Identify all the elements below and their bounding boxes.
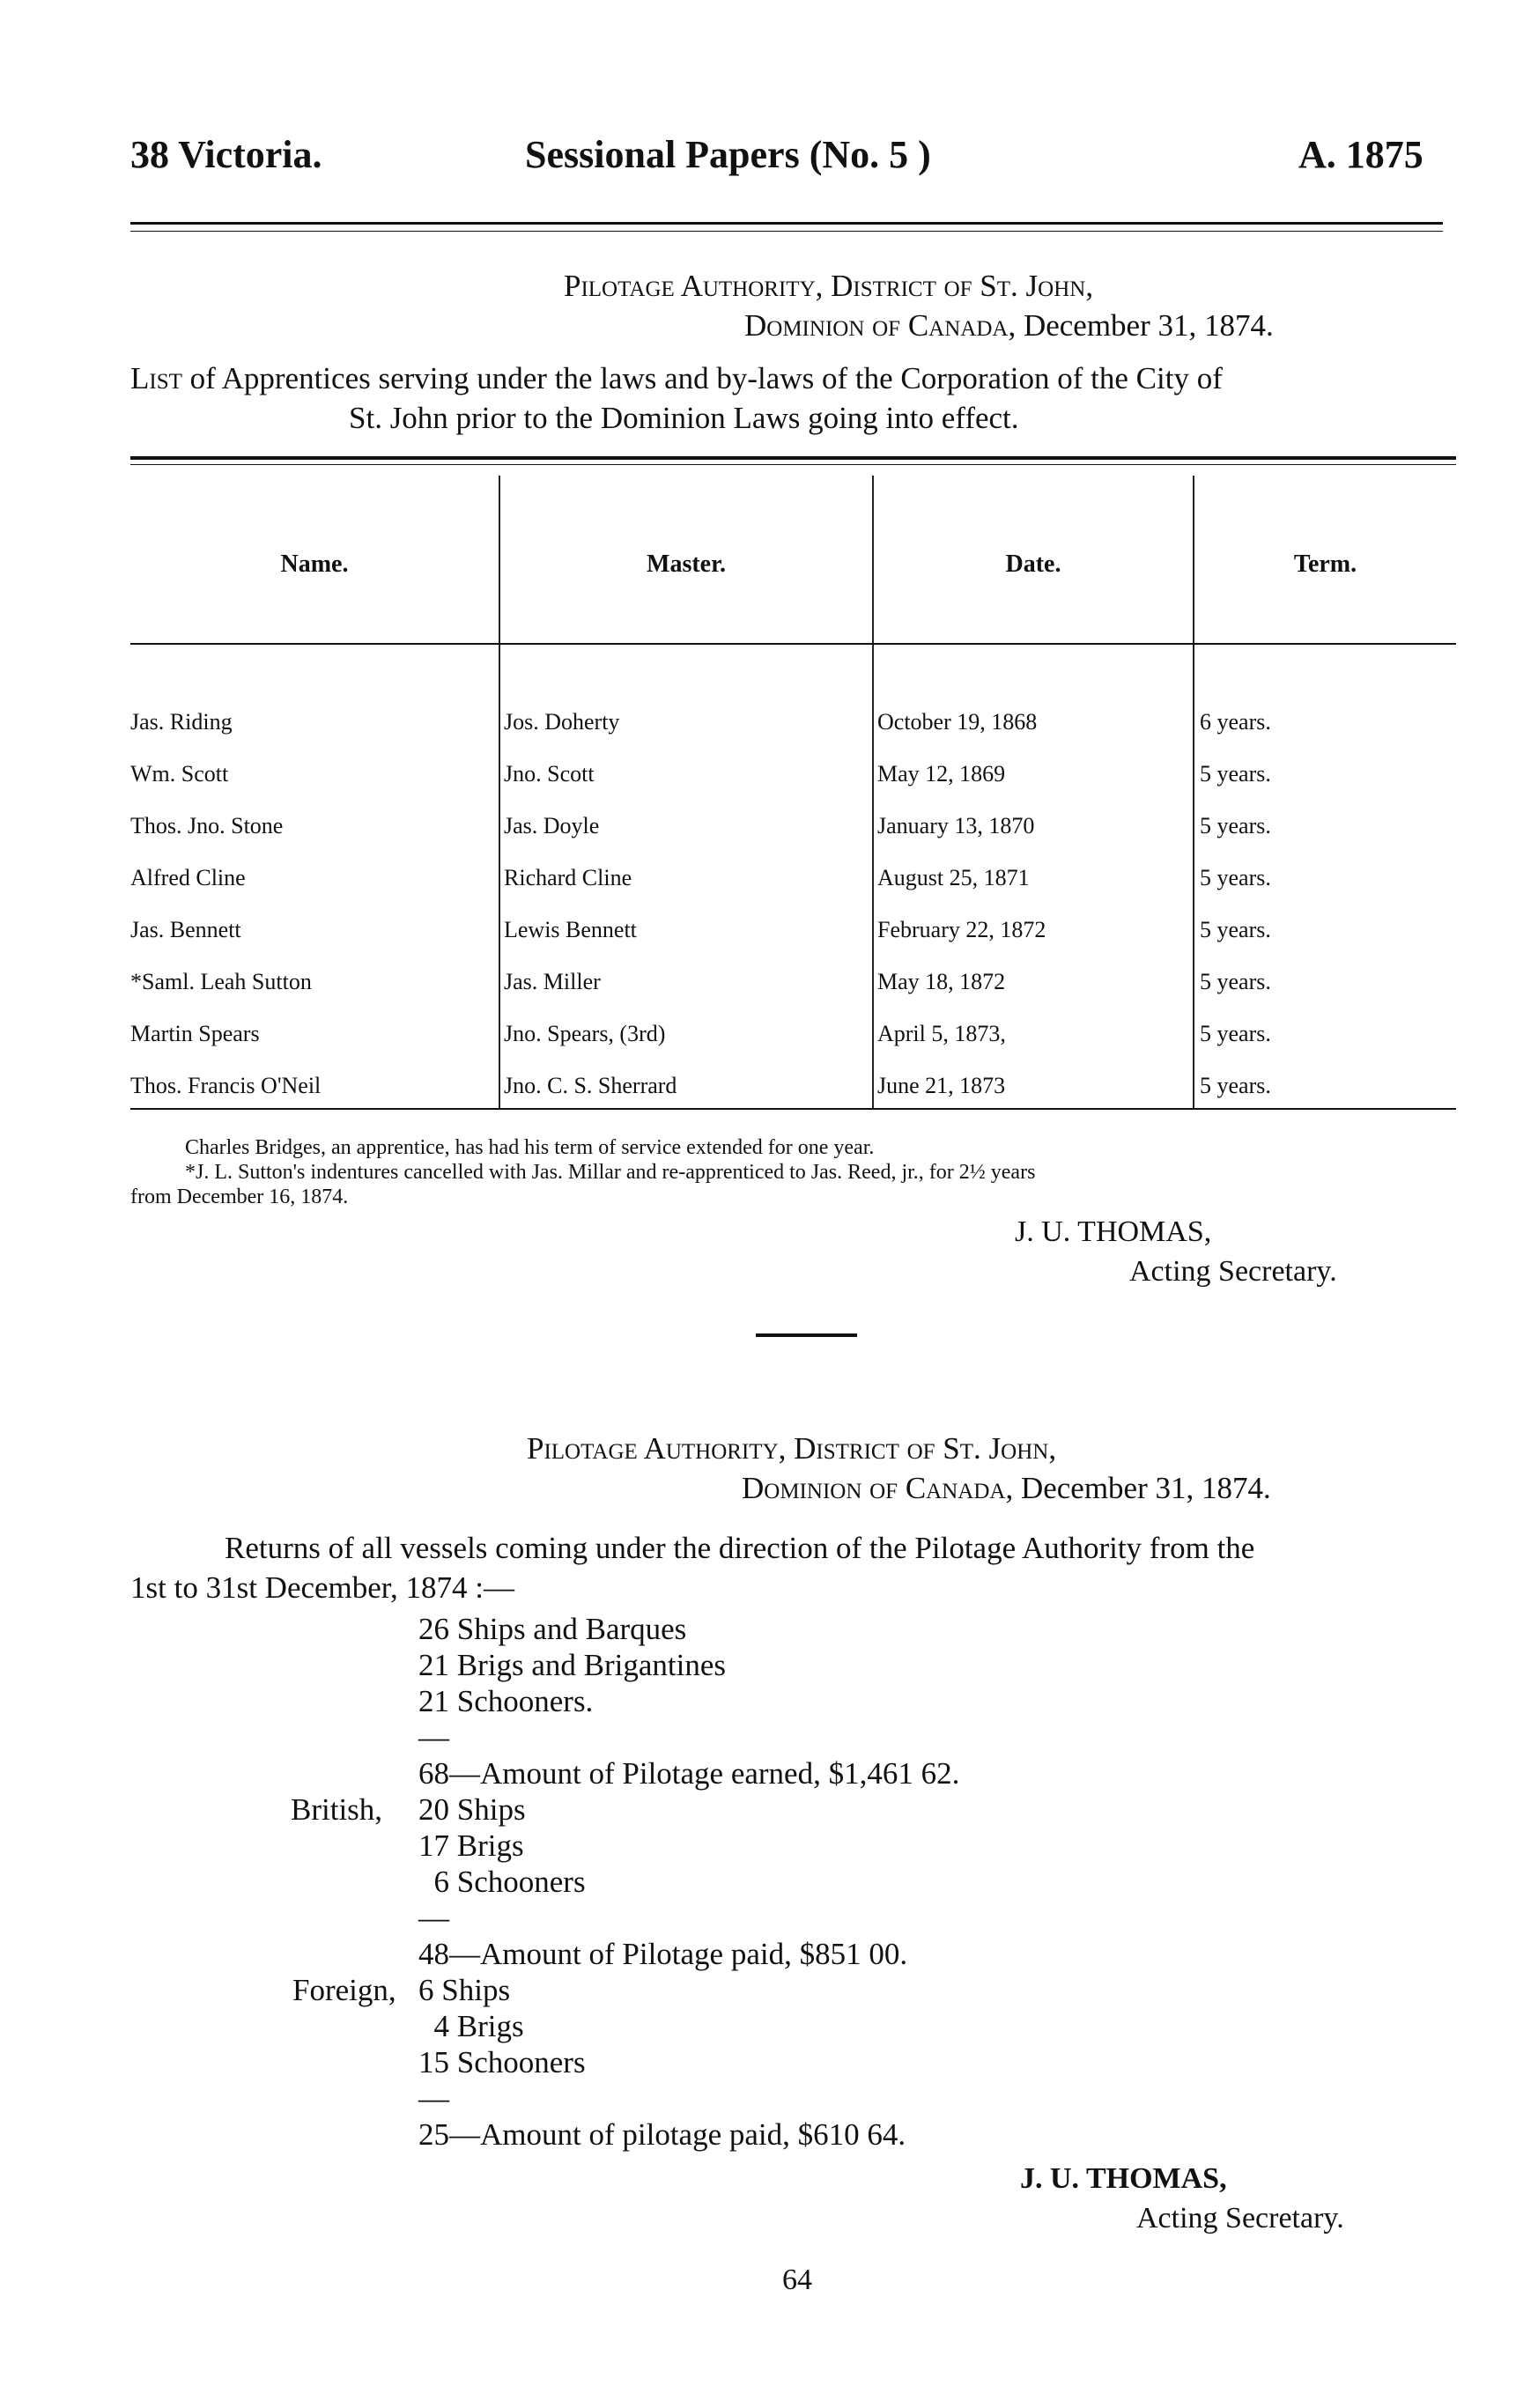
cell-term: 6 years. bbox=[1200, 709, 1271, 735]
cell-name: Jas. Bennett bbox=[130, 917, 241, 942]
header-right: A. 1875 bbox=[1298, 133, 1423, 176]
authority-subheading-1 bbox=[744, 308, 1274, 343]
cell-master: Richard Cline bbox=[504, 865, 632, 890]
section-divider bbox=[756, 1333, 857, 1337]
cell-master: Jno. Spears, (3rd) bbox=[504, 1021, 666, 1046]
table-top-rule-thin bbox=[130, 464, 1456, 465]
cell-term: 5 years. bbox=[1200, 917, 1271, 942]
cell-term: 5 years. bbox=[1200, 813, 1271, 838]
col-header-master: Master. bbox=[647, 550, 726, 578]
cell-master: Jno. Scott bbox=[504, 761, 595, 787]
cell-date: April 5, 1873, bbox=[877, 1021, 1006, 1046]
cell-master: Jas. Doyle bbox=[504, 813, 600, 838]
cell-term: 5 years. bbox=[1200, 865, 1271, 890]
col-header-name: Name. bbox=[280, 550, 349, 578]
cell-date: October 19, 1868 bbox=[877, 709, 1038, 735]
authority-heading-2: Pilotage Authority, District of St. John, bbox=[527, 1431, 1057, 1466]
cell-master: Lewis Bennett bbox=[504, 917, 637, 942]
authority-subheading-2 bbox=[742, 1471, 1271, 1506]
dominion-label: Dominion of Canada, bbox=[742, 1471, 1014, 1505]
cell-name: Thos. Jno. Stone bbox=[130, 813, 284, 838]
cell-name: Martin Spears bbox=[130, 1021, 260, 1046]
cell-term: 5 years. bbox=[1200, 1073, 1271, 1098]
cell-date: February 22, 1872 bbox=[877, 917, 1046, 942]
cell-date: May 18, 1872 bbox=[877, 969, 1006, 994]
list-intro-line2: St. John prior to the Dominion Laws going into effect. bbox=[349, 401, 1019, 435]
signature-title-1: Acting Secretary. bbox=[1129, 1255, 1337, 1288]
cell-name: Jas. Riding bbox=[130, 709, 233, 735]
table-top-rule bbox=[130, 456, 1456, 460]
header-center: Sessional Papers (No. 5 ) bbox=[525, 133, 931, 176]
cell-term: 5 years. bbox=[1200, 1021, 1271, 1046]
table-bottom-rule bbox=[130, 1108, 1456, 1110]
list-intro-line1 bbox=[130, 361, 1223, 396]
signature-name-2: J. U. THOMAS, bbox=[1020, 2162, 1227, 2195]
cell-term: 5 years. bbox=[1200, 761, 1271, 787]
cell-name: *Saml. Leah Sutton bbox=[130, 969, 312, 994]
cell-master: Jas. Miller bbox=[504, 969, 601, 994]
signature-name-1: J. U. THOMAS, bbox=[1015, 1215, 1212, 1248]
list-intro-rest: of Apprentices serving under the laws and by-laws of the Corporation of the City of bbox=[189, 361, 1223, 395]
cell-date: January 13, 1870 bbox=[877, 813, 1035, 838]
origin-label-british: British, bbox=[291, 1792, 383, 1827]
col-header-term: Term. bbox=[1293, 550, 1357, 578]
cell-date: August 25, 1871 bbox=[877, 865, 1030, 890]
cell-name: Alfred Cline bbox=[130, 865, 246, 890]
cell-name: Thos. Francis O'Neil bbox=[130, 1073, 322, 1098]
authority-heading-1: Pilotage Authority, District of St. John, bbox=[564, 269, 1094, 303]
cell-term: 5 years. bbox=[1200, 969, 1271, 994]
cell-date: June 21, 1873 bbox=[877, 1073, 1006, 1098]
cell-master: Jno. C. S. Sherrard bbox=[504, 1073, 677, 1098]
dominion-label: Dominion of Canada, bbox=[744, 308, 1017, 343]
list-lead: List bbox=[130, 361, 182, 395]
signature-title-2: Acting Secretary. bbox=[1136, 2202, 1344, 2234]
header-rule-thin bbox=[130, 231, 1443, 232]
cell-name: Wm. Scott bbox=[130, 761, 229, 787]
note-line-1: Charles Bridges, an apprentice, has had his term of service extended for one year. bbox=[185, 1136, 875, 1159]
returns-intro-line1: Returns of all vessels coming under the direction of the Pilotage Authority from the bbox=[225, 1531, 1255, 1565]
origin-label-foreign: Foreign, bbox=[292, 1973, 396, 2007]
returns-intro-line2: 1st to 31st December, 1874 :— bbox=[130, 1570, 515, 1605]
note-line-2: *J. L. Sutton's indentures cancelled with Jas. Millar and re-apprenticed to Jas. Reed, jr., for 2½ years bbox=[185, 1161, 1036, 1184]
authority-date: December 31, 1874. bbox=[1020, 1471, 1271, 1505]
col-header-date: Date. bbox=[1005, 550, 1061, 578]
header-rule-thick bbox=[130, 222, 1443, 225]
table-header-rule bbox=[130, 643, 1456, 645]
authority-date: December 31, 1874. bbox=[1023, 308, 1274, 343]
header-left: 38 Victoria. bbox=[130, 133, 322, 176]
page-number: 64 bbox=[782, 2264, 812, 2296]
cell-date: May 12, 1869 bbox=[877, 761, 1006, 787]
cell-master: Jos. Doherty bbox=[504, 709, 620, 735]
note-line-3: from December 16, 1874. bbox=[130, 1186, 349, 1208]
